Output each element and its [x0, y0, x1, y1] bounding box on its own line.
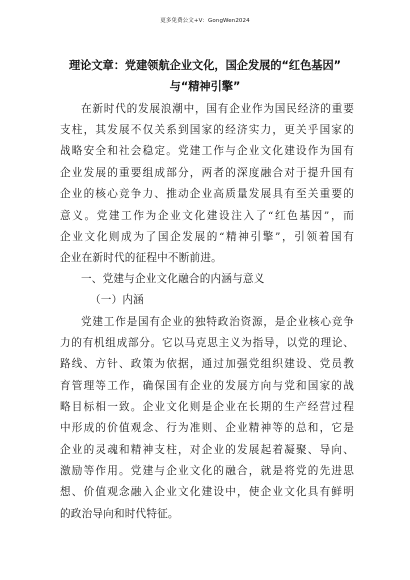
paragraph1-line: 企业的核心竞争力、推动企业高质量发展具有至关重要的: [60, 188, 354, 200]
paragraph2-line: 想、价值观念融入企业文化建设中，使企业文化具有鲜明: [60, 486, 354, 498]
paragraph1-line: 意义。党建工作为企业文化建设注入了“红色基因”，而: [60, 210, 354, 222]
paragraph2-line: 略目标相一致。企业文化则是企业在长期的生产经营过程: [60, 401, 354, 413]
paragraph2-line: 力的有机组成部分。它以马克思主义为指导，以党的理论、: [60, 337, 354, 349]
paragraph1-line: 企业发展的重要组成部分，两者的深度融合对于提升国有: [60, 167, 354, 179]
subsection-heading: （一）内涵: [90, 294, 144, 306]
paragraph2-line: 企业的灵魂和精神支柱，对企业的发展起着凝聚、导向、: [60, 444, 354, 456]
paragraph1-line: 企业在新时代的征程中不断前进。: [60, 252, 222, 264]
paragraph1-line: 在新时代的发展浪潮中，国有企业作为国民经济的重要: [81, 103, 354, 115]
paragraph2-line: 育管理等工作，确保国有企业的发展方向与党和国家的战: [60, 380, 354, 392]
paragraph2-line: 的政治导向和时代特征。: [60, 508, 179, 520]
paragraph2-line: 激励等作用。党建与企业文化的融合，就是将党的先进思: [60, 465, 354, 477]
section-heading: 一、党建与企业文化融合的内涵与意义: [81, 273, 265, 285]
paragraph1-line: 战略安全和社会稳定。党建工作与企业文化建设作为国有: [60, 145, 354, 157]
paragraph1-line: 企业文化则成为了国企发展的“精神引擎”，引领着国有: [60, 231, 354, 243]
paragraph2-line: 中形成的价值观念、行为准则、企业精神等的总和，它是: [60, 422, 354, 434]
header-note: 更多免费公文+V：GongWen2024: [160, 18, 250, 24]
title-line-2: 与“精神引擎”: [169, 80, 241, 93]
paragraph1-line: 支柱，其发展不仅关系到国家的经济实力，更关乎国家的: [60, 124, 354, 136]
paragraph2-line: 党建工作是国有企业的独特政治资源，是企业核心竞争: [81, 316, 354, 328]
title-line-1: 理论文章：党建领航企业文化，国企发展的“红色基因”: [68, 59, 342, 72]
paragraph2-line: 路线、方针、政策为依据，通过加强党组织建设、党员教: [60, 358, 354, 370]
